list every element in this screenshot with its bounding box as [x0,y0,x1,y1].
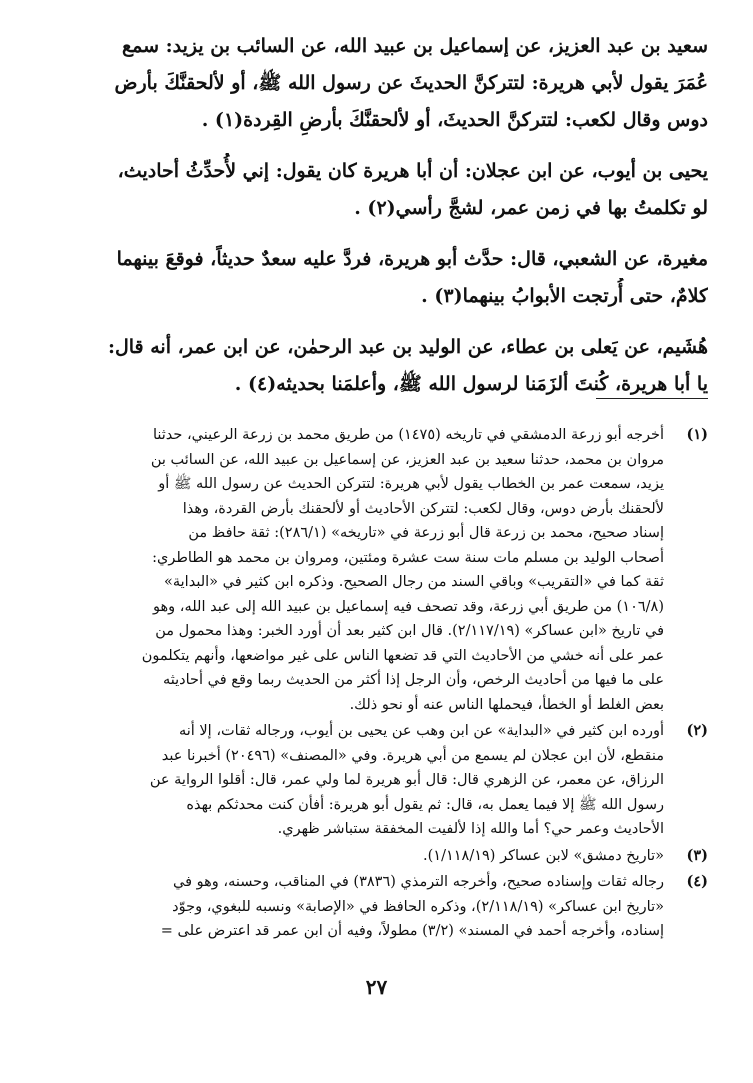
footnote-line: رسول الله ﷺ إلا فيما يعمل به، قال: ثم يقول أبو هريرة: أفأن كنت محدثكم بهذه [186,796,664,813]
footnote-line: عمر على أنه خشي من الأحاديث التي قد تضعها الناس على غير مواضعها، وأنهم يتكلمون [141,647,664,664]
footnote-line: يزيد، سمعت عمر بن الخطاب يقول لأبي هريرة: لتتركن الحديث عن رسول الله ﷺ أو [158,476,664,492]
main-text-line: يا أبا هريرة، كُنتَ ألزَمَنا لرسول الله ﷺ، وأعلمَنا بحديثه(٤) . [234,373,708,395]
main-paragraph [88,153,708,227]
footnote-line: رجاله ثقات وإسناده صحيح، وأخرجه الترمذي (٣٨٣٦) في المناقب، وحسنه، وهو في [173,874,664,890]
footnote-line: ثقة كما في «التقريب» وباقي السند من رجال الصحيح. وذكره ابن كثير في «البداية» [164,574,664,590]
footnotes-section [88,423,708,946]
footnote-text [88,423,664,717]
footnote-line: إسناد صحيح، محمد بن زرعة قال أبو زرعة في «تاريخه» (٢٨٦/١): ثقة حافظ من [188,525,664,541]
book-page [88,28,708,1068]
footnote-line: (١٠٦/٨) من طريق أبي زرعة، وقد تصحف فيه إسماعيل بن عبيد الله إلى عبد الله، وهو [153,598,664,615]
main-text-line: سعيد بن عبد العزيز، عن إسماعيل بن عبيد الله، عن السائب بن يزيد: سمع [121,35,708,57]
footnote [88,844,708,869]
main-text-line: يحيى بن أيوب، عن ابن عجلان: أن أبا هريرة كان يقول: إني لأُحدِّثُ أحاديث، [117,160,708,182]
footnote-line: أصحاب الوليد بن مسلم مات سنة ست عشرة ومئتين، ومروان بن محمد هو الطاطري: [152,549,664,566]
footnote-text [88,844,664,869]
main-text-line: لو تكلمتُ بها في زمن عمر، لشجَّ رأسي(٢) . [354,197,708,219]
main-paragraph [88,241,708,315]
footnote-line: «تاريخ ابن عساكر» (٢/١١٨/١٩)، وذكره الحافظ في «الإصابة» ونسبه للبغوي، وجوّد [172,898,664,915]
footnote [88,423,708,717]
main-text-line: هُشَيم، عن يَعلى بن عطاء، عن الوليد بن عبد الرحمٰن، عن ابن عمر، أنه قال: [107,336,708,358]
main-paragraph [88,329,708,403]
main-text-line: دوس وقال لكعب: لتتركنَّ الحديثَ، أو لألحقنَّكَ بأرضِ القِردة(١) . [201,109,708,131]
page-number: ٢٧ [365,975,388,999]
footnote-line: لألحقنك بأرض دوس، وقال لكعب: لتتركن الأحاديث أو لألحقنك بأرض القردة، وهذا [182,500,664,517]
footnote-line: في تاريخ «ابن عساكر» (٢/١١٧/١٩). قال ابن كثير بعد أن أورد الخبر: وهذا محمول من [155,623,664,639]
footnote-line: الأحاديث وعمر حي؟ أما والله إذا لألفيت المخفقة ستباشر ظهري. [277,821,664,837]
footnote-line: «تاريخ دمشق» لابن عساكر (١/١١٨/١٩). [423,847,664,864]
footnote [88,719,708,842]
footnote-text [88,870,664,944]
footnote-line: منقطع، لأن ابن عجلان لم يسمع من أبي هريرة. وفي «المصنف» (٢٠٤٩٦) أخبرنا عبد [161,747,664,764]
footnote-divider [596,398,708,399]
footnote-line: على ما فيها من أحاديث الرخص، وأن الرجل إذا أكثر من الحديث ربما وقع في أحاديثه [162,672,664,688]
footnote-line: أورده ابن كثير في «البداية» عن ابن وهب عن يحيى بن أيوب، ورجاله ثقات، إلا أنه [178,723,664,739]
footnote-line: إسناده، وأخرجه أحمد في المسند» (٣/٢) مطولاً، وفيه أن ابن عمر قد اعترض على = [160,923,664,939]
footnote-number: (٢) [686,722,708,739]
main-text-line: كلامٌ، حتى أُرتجت الأبوابُ بينهما(٣) . [421,285,708,307]
main-text [88,28,708,403]
footnote-line: بعض الغلط أو الخطأ، فيحملها الناس عنه أو نحو ذلك. [349,696,664,713]
main-text-line: عُمَرَ يقول لأبي هريرة: لتتركنَّ الحديثَ عن رسول الله ﷺ، أو لألحقنَّكَ بأرض [114,72,708,94]
footnote [88,870,708,944]
main-text-line: مغيرة، عن الشعبي، قال: حدَّث أبو هريرة، فردَّ عليه سعدٌ حديثاً، فوقعَ بينهما [116,248,708,270]
footnote-number: (٤) [686,873,708,890]
footnote-number: (٣) [686,846,708,864]
footnote-text [88,719,664,842]
footnote-line: الرزاق، عن معمر، عن الزهري قال: قال أبو هريرة لما ولي عمر، قال: أقلوا الرواية عن [149,772,664,788]
main-paragraph [88,28,708,139]
footnote-line: أخرجه أبو زرعة الدمشقي في تاريخه (١٤٧٥) من طريق محمد بن زرعة الرعيني، حدثنا [152,427,664,443]
footnote-line: مروان بن محمد، حدثنا سعيد بن عبد العزيز، عن إسماعيل بن عبيد الله، عن السائب بن [150,451,664,468]
footnote-number: (١) [686,426,708,443]
